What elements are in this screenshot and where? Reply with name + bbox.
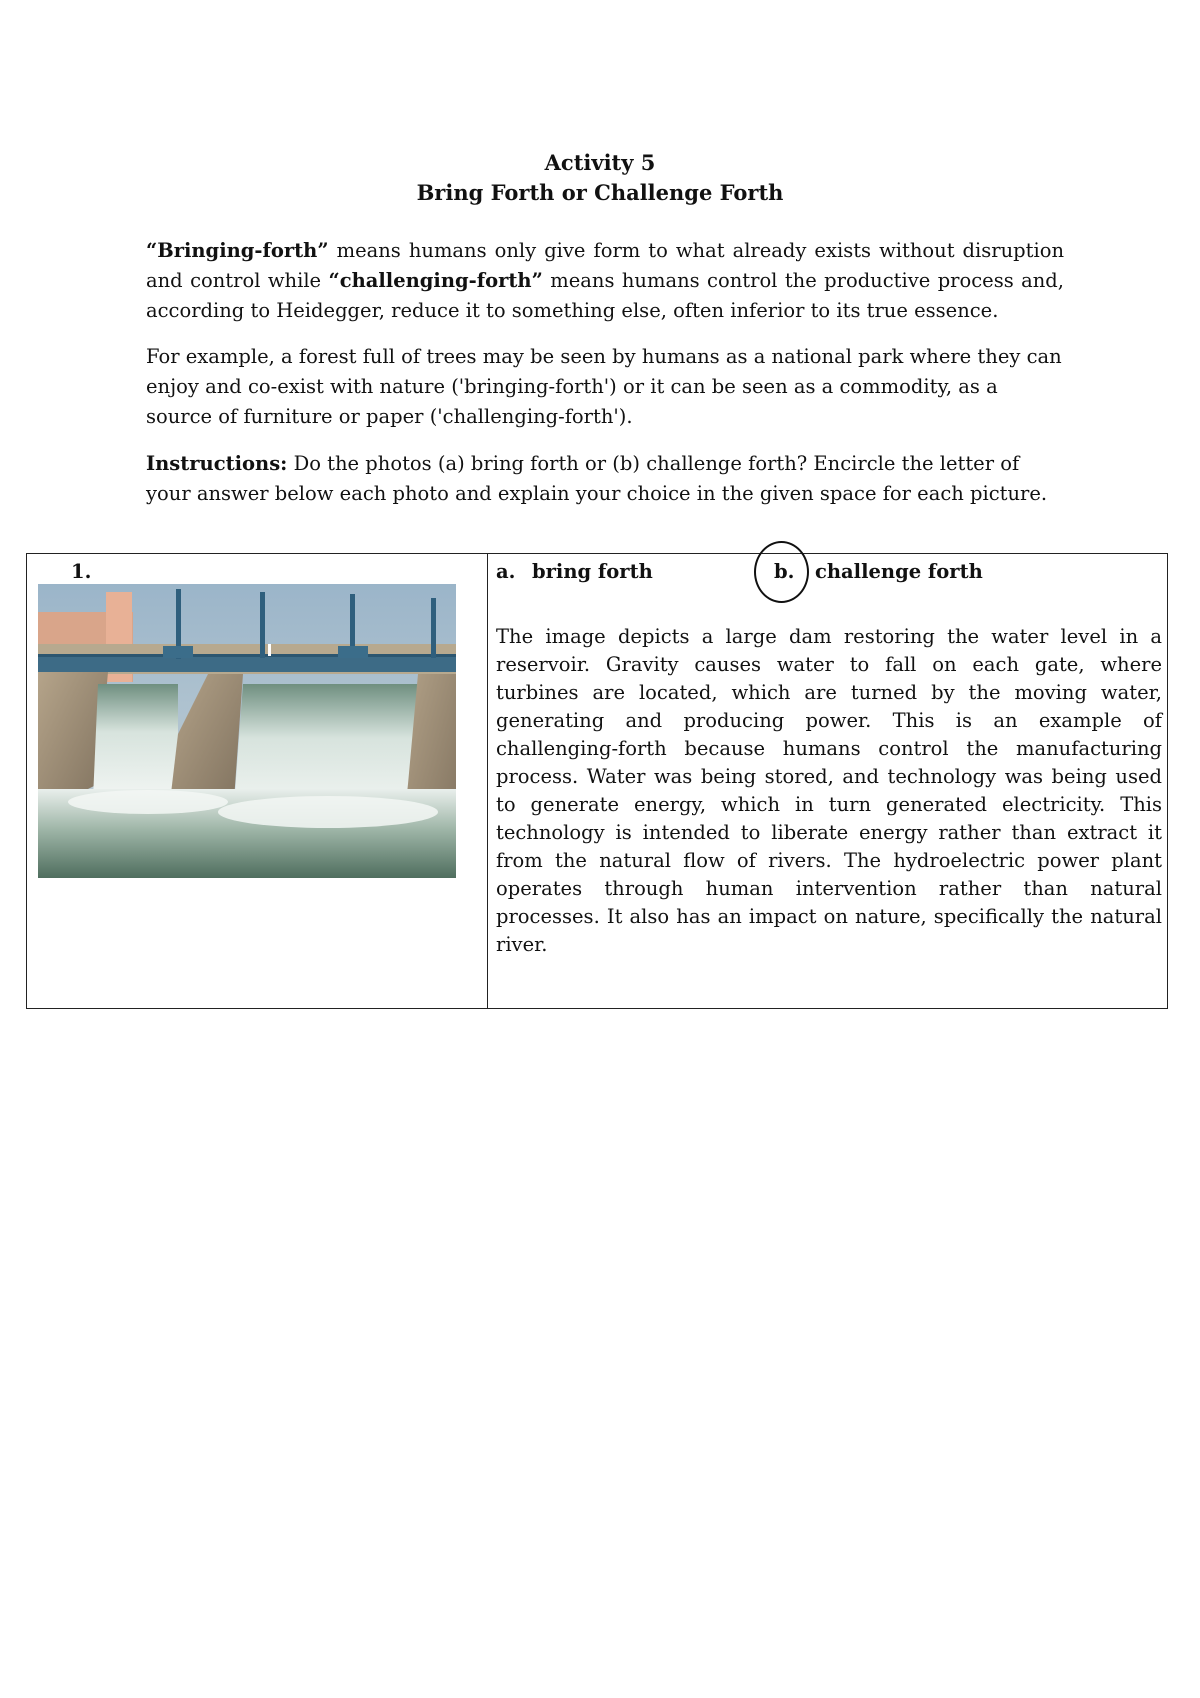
item-number: 1. [71,560,92,583]
example-paragraph: For example, a forest full of trees may be seen by humans as a national park where they can enjoy and co-exist with nature ('bringing-forth') or it can be seen as a commodity, as a source of furniture or paper ('challenging-forth'). [146,345,1062,428]
activity-title: Bring Forth or Challenge Forth [416,180,784,205]
activity-number: Activity 5 [544,150,656,175]
option-b-letter[interactable]: b. [774,560,795,583]
term-bringing-forth: “Bringing-forth” [146,239,329,262]
table-row [27,554,1168,1009]
instructions-label: Instructions: [146,452,288,475]
photo-cell [27,554,488,1009]
option-b-label: challenge forth [815,560,983,583]
instructions-text: Do the photos (a) bring forth or (b) challenge forth? Encircle the letter of your answer below each photo and explain your choice in the given space for each picture. [146,452,1048,505]
answer-cell [488,554,1168,1009]
dam-photo [38,584,456,878]
option-a-label: bring forth [532,560,653,583]
intro-paragraph [146,236,1064,326]
answer-table [26,553,1168,1009]
term-challenging-forth: “challenging-forth” [328,269,543,292]
activity-heading [0,148,1200,208]
explanation-text: The image depicts a large dam restoring the water level in a reservoir. Gravity causes water to fall on each gate, where turbines are located, which are turned by the moving water, generating and producing power. This is an example of challenging-forth because humans control the manufacturing process. Water was being stored, and technology was being used to generate energy, which in turn generated electricity. This technology is intended to liberate energy rather than extract it from the natural flow of rivers. The hydroelectric power plant operates through human intervention rather than natural processes. It also has an impact on nature, specifically the natural river. [496,625,1162,956]
intro-text-1: means humans only give form to what already exists without disruption and control while [146,239,1064,292]
instructions-paragraph [146,449,1064,509]
option-a-letter[interactable]: a. [496,560,516,583]
intro-text-2: means humans control the productive process and, according to Heidegger, reduce it to something else, often inferior to its true essence. [146,269,1064,322]
